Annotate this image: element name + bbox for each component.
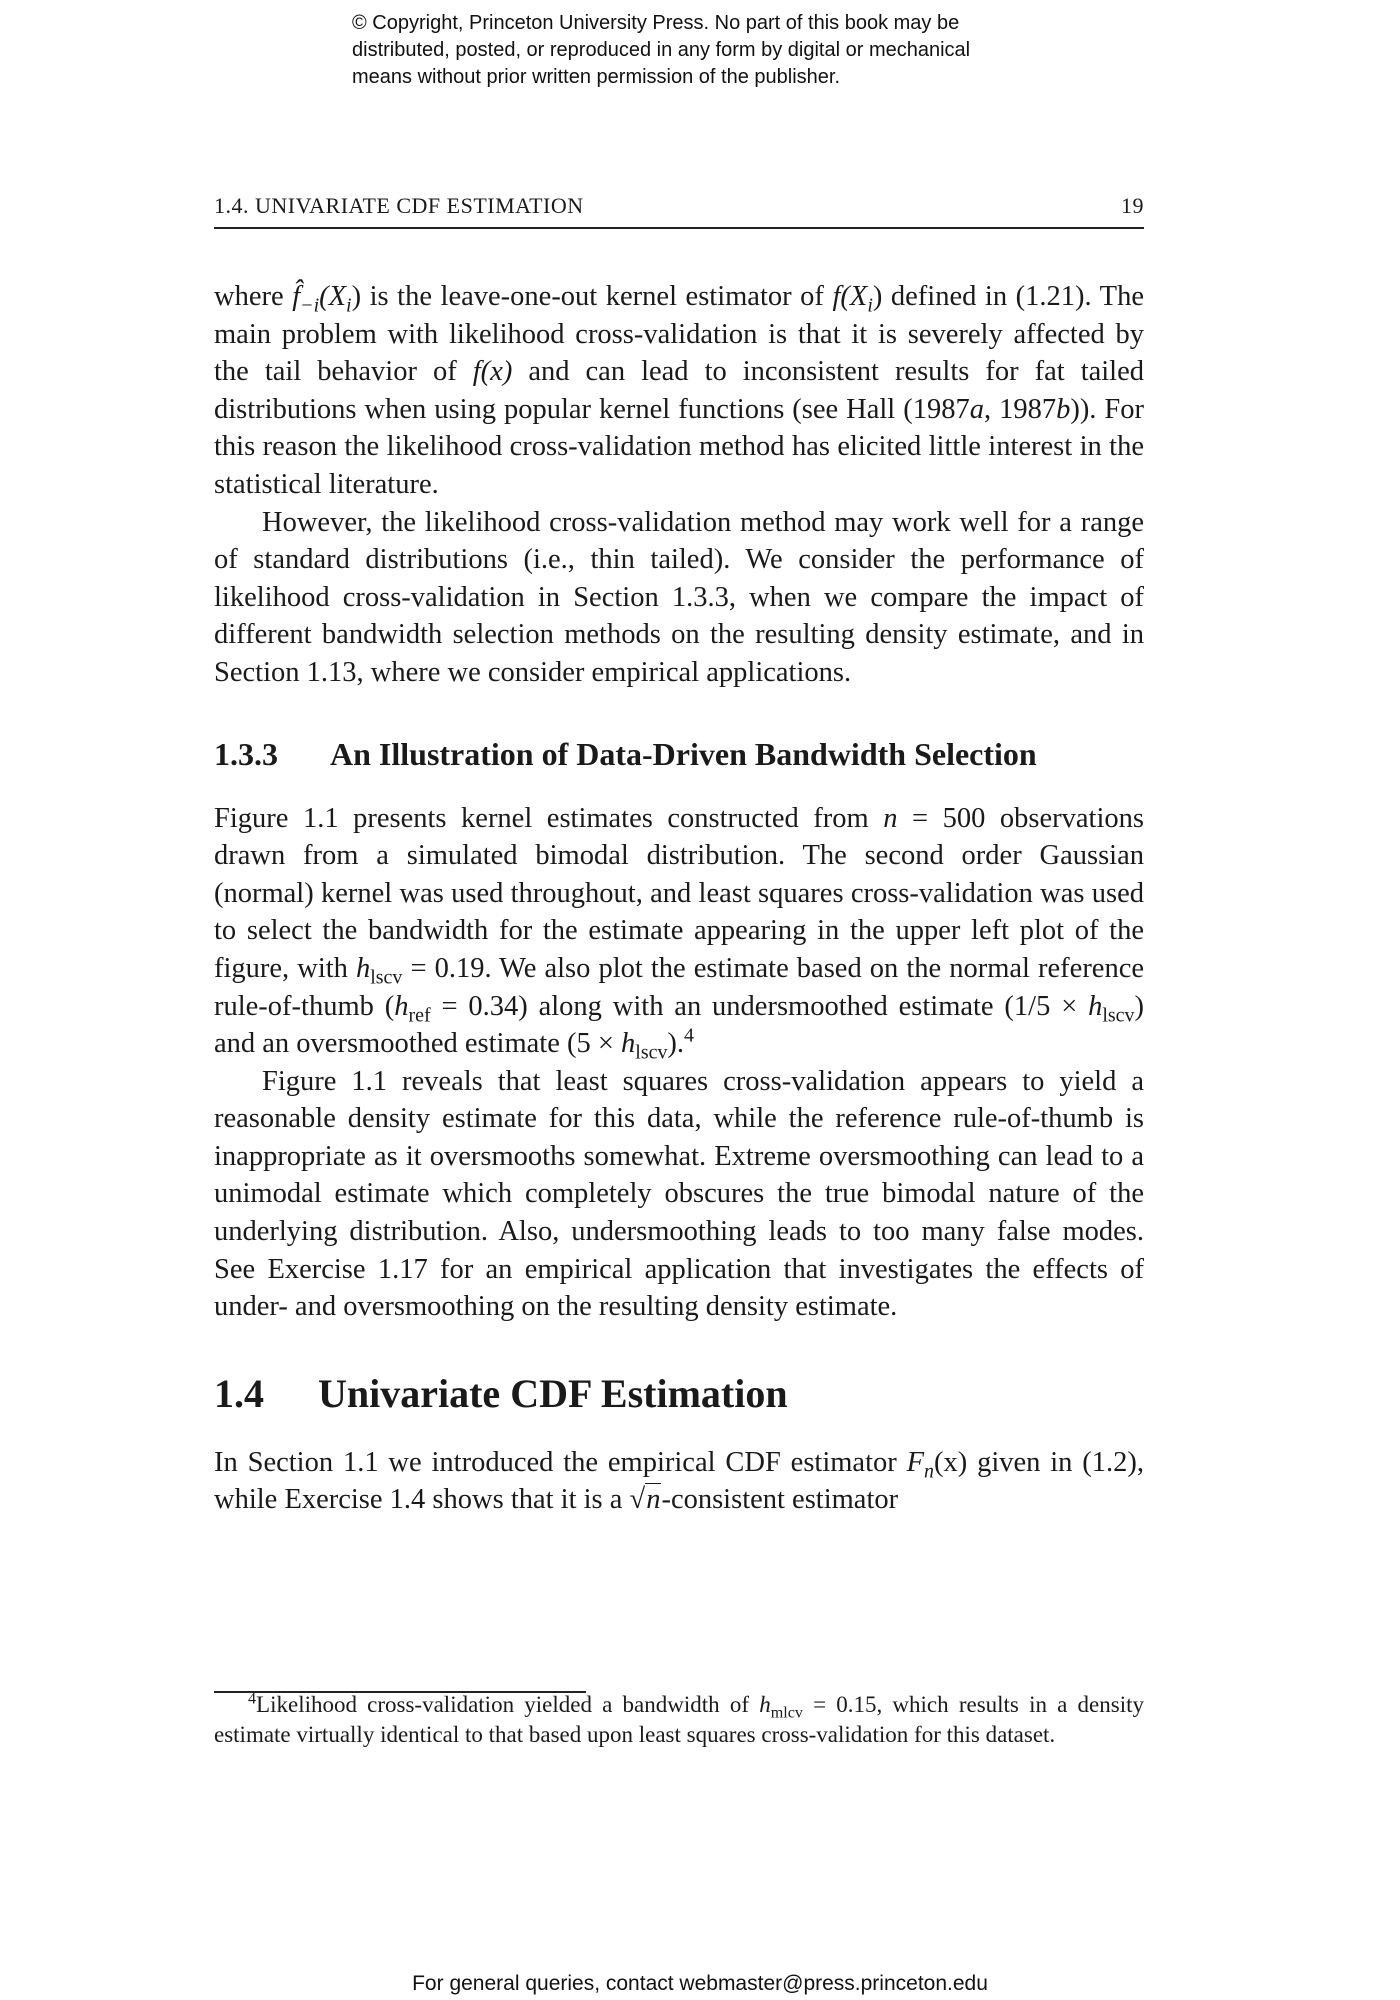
page-number: 19 bbox=[1121, 193, 1144, 218]
sqrt-symbol: √n bbox=[629, 1484, 661, 1516]
paragraph: Figure 1.1 reveals that least squares cross-validation appears to yield a reasonable density estimate for this data, while the reference rule-of-thumb is inappropriate as it oversmooths somewhat. Extreme oversmoothing can lead to a unimodal estimate which completely obscures the true bimodal nature of the underlying distribution. Also, undersmoothing leads to too many false modes. See Exercise 1.17 for an empirical application that investigates the effects of under- and oversmoothing on the resulting density estimate. bbox=[214, 1065, 1144, 1323]
paragraph: In Section 1.1 we introduced the empirical CDF estimator $F_n(x)$ given in (1.2), while Exercise 1.4 shows that it is a √n-consistent estimator bbox=[214, 1444, 1144, 1519]
subsection-title: An Illustration of Data-Driven Bandwidth Selection bbox=[330, 735, 1037, 772]
section-title: Univariate CDF Estimation bbox=[318, 1370, 788, 1416]
section-heading bbox=[214, 1370, 1144, 1418]
contact-line: For general queries, contact webmaster@press.princeton.edu bbox=[412, 1972, 988, 1995]
running-head-title: 1.4. UNIVARIATE CDF ESTIMATION bbox=[214, 193, 584, 218]
footnote: $^4$Likelihood cross-validation yielded a bandwidth of $h_{mlcv} = 0.15$, which results in a density estimate virtually identical to that based upon least squares cross-validation for this dataset. bbox=[214, 1690, 1144, 1747]
page-body bbox=[214, 278, 1144, 1519]
footnote-marker: 4 bbox=[684, 1024, 695, 1047]
paragraph: where $f̂_{-i}(X_i)$ is the leave-one-out kernel estimator of $f(X_i)$ defined in (1.21). The main problem with likelihood cross-validation is that it is severely affected by the tail behavior of f(x) and can lead to inconsistent results for fat tailed distributions when using popular kernel functions (see Hall (1987a, 1987b)). For this reason the likelihood cross-validation method has elicited little interest in the statistical literature. bbox=[214, 281, 1145, 500]
copyright-line: © Copyright, Princeton University Press. No part of this book may be bbox=[352, 12, 960, 34]
copyright-line: means without prior written permission of the publisher. bbox=[352, 66, 841, 88]
section-number: 1.4 bbox=[214, 1370, 264, 1416]
copyright-line: distributed, posted, or reproduced in any form by digital or mechanical bbox=[352, 39, 971, 61]
running-head bbox=[214, 193, 1144, 229]
copyright-notice bbox=[352, 10, 1112, 91]
footnote-number: 4 bbox=[248, 1690, 257, 1708]
subsection-number: 1.3.3 bbox=[214, 735, 278, 772]
paragraph: However, the likelihood cross-validation method may work well for a range of standard distributions (i.e., thin tailed). We consider the performance of likelihood cross-validation in Section 1.3.3, when we compare the impact of different bandwidth selection methods on the resulting density estimate, and in Section 1.13, where we consider empirical applications. bbox=[214, 506, 1144, 688]
subsection-heading bbox=[214, 734, 1144, 774]
paragraph: Figure 1.1 presents kernel estimates constructed from n = 500 observations drawn from a simulated bimodal distribution. The second order Gaussian (normal) kernel was used throughout, and least squares cross-validation was used to select the bandwidth for the estimate appearing in the upper left plot of the figure, with $h_{lscv} = 0.19$. We also plot the estimate based on the normal reference rule-of-thumb $(h_{ref} = 0.34)$ along with an undersmoothed estimate $(1/5 \times h_{lscv})$ and an oversmoothed estimate $(5 \times h_{lscv}).^4$ bbox=[214, 802, 1145, 1064]
